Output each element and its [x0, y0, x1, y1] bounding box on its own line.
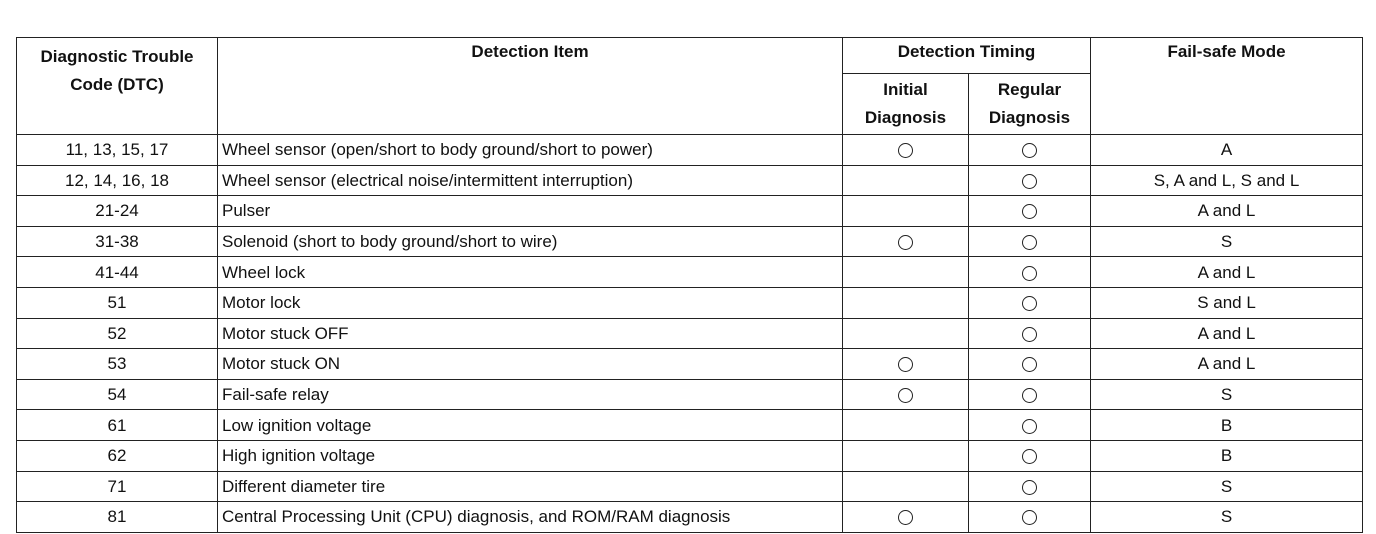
dtc-table [16, 37, 1363, 533]
initial-diagnosis-cell [843, 165, 969, 196]
table-row [17, 165, 1363, 196]
regular-diagnosis-cell [969, 257, 1091, 288]
circle-mark-icon [1022, 510, 1037, 525]
regular-diagnosis-cell [969, 226, 1091, 257]
detection-item-cell: Central Processing Unit (CPU) diagnosis, and ROM/RAM diagnosis [218, 502, 843, 533]
header-regular-line1: Regular [997, 80, 1062, 99]
table-row [17, 410, 1363, 441]
table-row [17, 349, 1363, 380]
regular-diagnosis-cell [969, 196, 1091, 227]
dtc-code-cell: 21-24 [17, 196, 218, 227]
circle-mark-icon [1022, 235, 1037, 250]
table-row [17, 135, 1363, 166]
dtc-code-cell: 81 [17, 502, 218, 533]
dtc-code-cell: 71 [17, 471, 218, 502]
header-initial-line2: Diagnosis [864, 108, 947, 127]
failsafe-mode-cell: A and L [1091, 349, 1363, 380]
header-regular-diagnosis [969, 74, 1091, 135]
failsafe-mode-cell: S [1091, 379, 1363, 410]
initial-diagnosis-cell [843, 257, 969, 288]
header-failsafe-mode: Fail-safe Mode [1091, 38, 1363, 135]
detection-item-cell: Wheel sensor (open/short to body ground/short to power) [218, 135, 843, 166]
dtc-code-cell: 62 [17, 440, 218, 471]
circle-mark-icon [1022, 419, 1037, 434]
failsafe-mode-cell: A and L [1091, 196, 1363, 227]
circle-mark-icon [1022, 480, 1037, 495]
header-initial-line1: Initial [883, 80, 928, 99]
circle-mark-icon [1022, 449, 1037, 464]
initial-diagnosis-cell [843, 471, 969, 502]
circle-mark-icon [1022, 266, 1037, 281]
initial-diagnosis-cell [843, 440, 969, 471]
table-row [17, 257, 1363, 288]
header-detection-item: Detection Item [218, 38, 843, 135]
failsafe-mode-cell: S [1091, 226, 1363, 257]
table-row [17, 379, 1363, 410]
regular-diagnosis-cell [969, 135, 1091, 166]
dtc-code-cell: 52 [17, 318, 218, 349]
header-dtc-line1: Diagnostic Trouble [40, 47, 194, 66]
table-row [17, 471, 1363, 502]
detection-item-cell: Motor stuck OFF [218, 318, 843, 349]
regular-diagnosis-cell [969, 410, 1091, 441]
header-initial-diagnosis [843, 74, 969, 135]
initial-diagnosis-cell [843, 287, 969, 318]
circle-mark-icon [1022, 174, 1037, 189]
detection-item-cell: Different diameter tire [218, 471, 843, 502]
failsafe-mode-cell: B [1091, 440, 1363, 471]
regular-diagnosis-cell [969, 349, 1091, 380]
table-row [17, 196, 1363, 227]
detection-item-cell: Motor stuck ON [218, 349, 843, 380]
dtc-code-cell: 54 [17, 379, 218, 410]
failsafe-mode-cell: S [1091, 502, 1363, 533]
detection-item-cell: High ignition voltage [218, 440, 843, 471]
initial-diagnosis-cell [843, 502, 969, 533]
initial-diagnosis-cell [843, 226, 969, 257]
circle-mark-icon [1022, 143, 1037, 158]
dtc-code-cell: 61 [17, 410, 218, 441]
detection-item-cell: Low ignition voltage [218, 410, 843, 441]
regular-diagnosis-cell [969, 318, 1091, 349]
table-row [17, 502, 1363, 533]
dtc-code-cell: 41-44 [17, 257, 218, 288]
dtc-table-body [17, 135, 1363, 533]
failsafe-mode-cell: A and L [1091, 257, 1363, 288]
failsafe-mode-cell: S [1091, 471, 1363, 502]
initial-diagnosis-cell [843, 318, 969, 349]
detection-item-cell: Solenoid (short to body ground/short to wire) [218, 226, 843, 257]
initial-diagnosis-cell [843, 349, 969, 380]
circle-mark-icon [898, 235, 913, 250]
header-regular-line2: Diagnosis [988, 108, 1071, 127]
regular-diagnosis-cell [969, 165, 1091, 196]
regular-diagnosis-cell [969, 440, 1091, 471]
dtc-code-cell: 53 [17, 349, 218, 380]
failsafe-mode-cell: S and L [1091, 287, 1363, 318]
dtc-code-cell: 51 [17, 287, 218, 318]
table-row [17, 318, 1363, 349]
initial-diagnosis-cell [843, 196, 969, 227]
dtc-code-cell: 11, 13, 15, 17 [17, 135, 218, 166]
dtc-code-cell: 31-38 [17, 226, 218, 257]
regular-diagnosis-cell [969, 287, 1091, 318]
circle-mark-icon [1022, 388, 1037, 403]
circle-mark-icon [1022, 327, 1037, 342]
initial-diagnosis-cell [843, 135, 969, 166]
circle-mark-icon [898, 357, 913, 372]
circle-mark-icon [1022, 296, 1037, 311]
table-row [17, 287, 1363, 318]
detection-item-cell: Fail-safe relay [218, 379, 843, 410]
table-row [17, 226, 1363, 257]
regular-diagnosis-cell [969, 379, 1091, 410]
failsafe-mode-cell: A and L [1091, 318, 1363, 349]
table-row [17, 440, 1363, 471]
circle-mark-icon [898, 510, 913, 525]
header-dtc-line2: Code (DTC) [70, 75, 164, 94]
failsafe-mode-cell: B [1091, 410, 1363, 441]
detection-item-cell: Pulser [218, 196, 843, 227]
header-dtc [17, 38, 218, 135]
header-detection-timing: Detection Timing [843, 38, 1091, 74]
circle-mark-icon [1022, 357, 1037, 372]
regular-diagnosis-cell [969, 502, 1091, 533]
circle-mark-icon [1022, 204, 1037, 219]
circle-mark-icon [898, 388, 913, 403]
failsafe-mode-cell: S, A and L, S and L [1091, 165, 1363, 196]
regular-diagnosis-cell [969, 471, 1091, 502]
detection-item-cell: Wheel lock [218, 257, 843, 288]
detection-item-cell: Motor lock [218, 287, 843, 318]
detection-item-cell: Wheel sensor (electrical noise/intermittent interruption) [218, 165, 843, 196]
initial-diagnosis-cell [843, 410, 969, 441]
dtc-code-cell: 12, 14, 16, 18 [17, 165, 218, 196]
initial-diagnosis-cell [843, 379, 969, 410]
failsafe-mode-cell: A [1091, 135, 1363, 166]
circle-mark-icon [898, 143, 913, 158]
